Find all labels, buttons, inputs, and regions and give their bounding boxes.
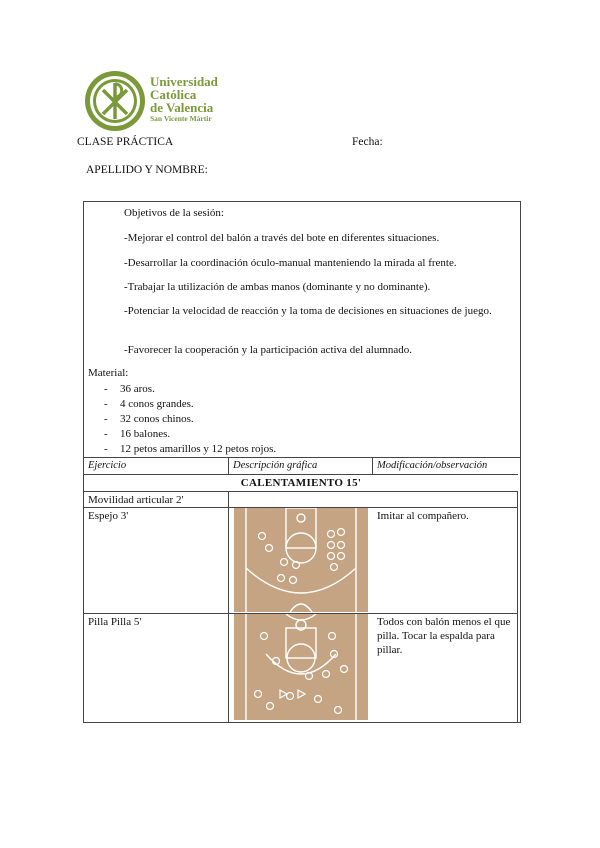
ucv-logo: [84, 70, 224, 132]
row1-ejercicio: Movilidad articular 2': [84, 492, 229, 508]
header-observacion: Modificación/observación: [373, 458, 518, 475]
fecha-label: Fecha:: [352, 136, 383, 148]
row1-descripcion: [229, 492, 373, 508]
objective-item: -Mejorar el control del balón a través del bote en diferentes situaciones.: [124, 232, 440, 244]
material-item: - 36 aros.: [104, 382, 276, 397]
row3-descripcion: [229, 614, 373, 722]
apellido-nombre-label: APELLIDO Y NOMBRE:: [86, 164, 208, 176]
material-item: - 12 petos amarillos y 12 petos rojos.: [104, 442, 276, 457]
objective-item: -Desarrollar la coordinación óculo-manual manteniendo la mirada al frente.: [124, 257, 457, 269]
row2-ejercicio: Espejo 3': [84, 508, 229, 614]
row1-observacion: [373, 492, 518, 508]
logo-line1: Universidad: [150, 74, 218, 89]
logo-line2: Católica: [150, 87, 197, 102]
material-item: - 32 conos chinos.: [104, 412, 276, 427]
objective-item: -Trabajar la utilización de ambas manos (dominante y no dominante).: [124, 281, 431, 293]
court-diagram-espejo: [234, 508, 368, 612]
court-diagram-pilla: [234, 614, 368, 720]
objectives-block: [84, 202, 520, 458]
section-calentamiento: CALENTAMIENTO 15': [84, 475, 518, 492]
row3-ejercicio: Pilla Pilla 5': [84, 614, 229, 722]
material-title: Material:: [88, 367, 129, 379]
exercise-grid: [84, 458, 520, 722]
clase-practica-label: CLASE PRÁCTICA: [77, 136, 174, 148]
material-list: [104, 382, 276, 457]
material-item: - 16 balones.: [104, 427, 276, 442]
session-table: [83, 201, 521, 723]
objective-item: -Potenciar la velocidad de reacción y la toma de decisiones en situaciones de juego.: [124, 305, 492, 317]
objectives-title: Objetivos de la sesión:: [124, 207, 224, 219]
header-ejercicio: Ejercicio: [84, 458, 229, 475]
material-item: - 4 conos grandes.: [104, 397, 276, 412]
logo-line4: San Vicente Mártir: [150, 114, 212, 123]
row2-descripcion: [229, 508, 373, 614]
objective-item: -Favorecer la cooperación y la participación activa del alumnado.: [124, 344, 413, 356]
ucv-seal-icon: [84, 70, 146, 132]
logo-text: [150, 75, 218, 124]
row3-observacion: Todos con balón menos el que pilla. Tocar la espalda para pillar.: [373, 614, 518, 722]
header-descripcion: Descripción gráfica: [229, 458, 373, 475]
logo-line3: de Valencia: [150, 100, 214, 115]
row2-observacion: Imitar al compañero.: [373, 508, 518, 614]
